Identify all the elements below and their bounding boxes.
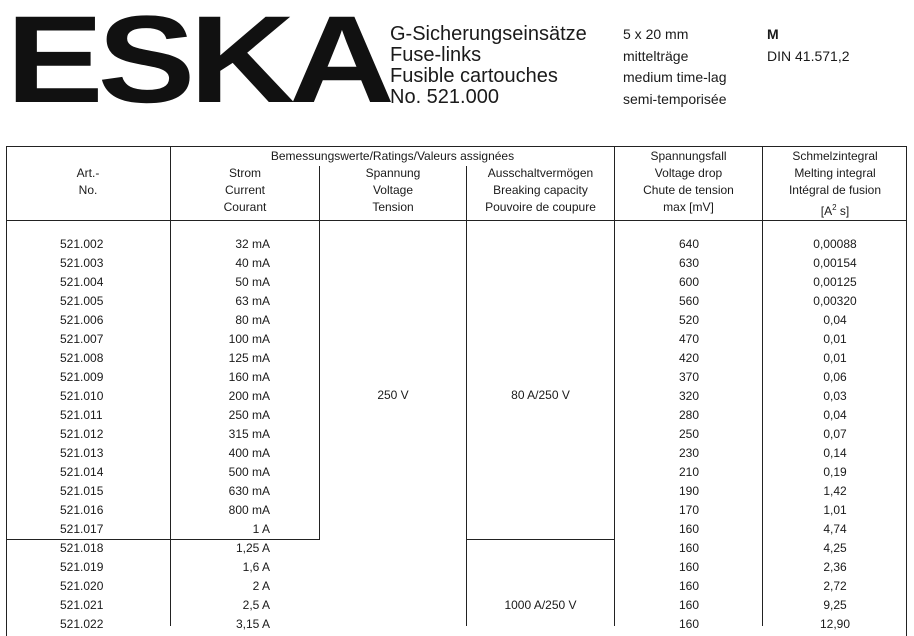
voltage-drop-cell: 640 — [678, 237, 700, 251]
eska-logo: ESKA — [6, 0, 389, 129]
melting-integral-cell: 0,00088 — [813, 237, 857, 251]
art-number-cell: 521.003 — [60, 256, 104, 270]
melting-integral-cell: 2,72 — [823, 579, 847, 593]
voltage-drop-cell: 320 — [678, 389, 700, 403]
header-voltage: Spannung Voltage Tension — [365, 166, 421, 214]
title-line-number: No. 521.000 — [390, 86, 499, 108]
voltage-drop-cell: 420 — [678, 351, 700, 365]
rule-breaking-lower — [466, 539, 615, 540]
current-cell: 800 mA — [228, 503, 270, 517]
current-cell: 1,6 A — [242, 560, 270, 574]
melting-integral-cell: 1,01 — [823, 503, 847, 517]
group-header: Bemessungswerte/Ratings/Valeurs assignées — [270, 149, 515, 163]
header-current: Strom Current Courant — [223, 166, 267, 214]
header-rule — [6, 220, 907, 221]
spec-german: mittelträge — [623, 47, 689, 64]
title-line-german: G-Sicherungseinsätze — [390, 23, 587, 45]
art-number-cell: 521.019 — [60, 560, 104, 574]
melting-integral-cell: 0,01 — [823, 332, 847, 346]
current-cell: 500 mA — [228, 465, 270, 479]
art-number-cell: 521.008 — [60, 351, 104, 365]
spec-size: 5 x 20 mm — [623, 26, 689, 42]
current-cell: 2,5 A — [242, 598, 270, 612]
melting-integral-cell: 0,14 — [823, 446, 847, 460]
art-number-cell: 521.007 — [60, 332, 104, 346]
current-cell: 63 mA — [235, 294, 270, 308]
current-cell: 250 mA — [228, 408, 270, 422]
melting-integral-cell: 9,25 — [823, 598, 847, 612]
voltage-value: 250 V — [377, 388, 409, 402]
voltage-drop-cell: 160 — [678, 522, 700, 536]
art-number-cell: 521.012 — [60, 427, 104, 441]
voltage-drop-cell: 190 — [678, 484, 700, 498]
current-cell: 200 mA — [228, 389, 270, 403]
melting-integral-cell: 2,36 — [823, 560, 847, 574]
art-number-cell: 521.016 — [60, 503, 104, 517]
current-cell: 400 mA — [228, 446, 270, 460]
art-number-cell: 521.020 — [60, 579, 104, 593]
voltage-drop-cell: 160 — [678, 541, 700, 555]
voltage-drop-cell: 230 — [678, 446, 700, 460]
header-breaking: Ausschaltvermögen Breaking capacity Pouvoire de coupure — [485, 166, 596, 214]
voltage-drop-cell: 160 — [678, 579, 700, 593]
art-number-cell: 521.011 — [60, 408, 103, 422]
product-title — [390, 24, 587, 108]
voltage-drop-cell: 370 — [678, 370, 700, 384]
title-line-french: Fusible cartouches — [390, 65, 558, 87]
voltage-drop-cell: 170 — [678, 503, 700, 517]
melting-integral-cell: 0,00320 — [813, 294, 857, 308]
art-number-cell: 521.022 — [60, 617, 104, 631]
art-number-cell: 521.015 — [60, 484, 104, 498]
current-cell: 1 A — [252, 522, 270, 536]
current-cell: 3,15 A — [235, 617, 270, 631]
din-standard: DIN 41.571,2 — [767, 47, 850, 64]
standard-info — [767, 24, 850, 67]
art-number-cell: 521.002 — [60, 237, 104, 251]
melting-integral-cell: 0,03 — [823, 389, 847, 403]
header-art: Art.- No. — [76, 166, 100, 197]
voltage-drop-cell: 280 — [678, 408, 700, 422]
current-cell: 160 mA — [228, 370, 270, 384]
melting-unit: [$A^2$ s] — [820, 203, 850, 218]
current-cell: 40 mA — [235, 256, 270, 270]
art-number-cell: 521.013 — [60, 446, 104, 460]
voltage-drop-cell: 560 — [678, 294, 700, 308]
title-line-english: Fuse-links — [390, 44, 482, 66]
art-number-cell: 521.018 — [60, 541, 104, 555]
voltage-drop-cell: 630 — [678, 256, 700, 270]
melting-integral-cell: 0,04 — [823, 408, 847, 422]
voltage-drop-cell: 160 — [678, 617, 700, 631]
current-cell: 50 mA — [235, 275, 270, 289]
breaking-value-low: 80 A/250 V — [511, 388, 570, 402]
spec-french: semi-temporisée — [623, 90, 727, 107]
current-cell: 315 mA — [228, 427, 270, 441]
class-letter: M — [767, 26, 779, 42]
art-number-cell: 521.014 — [60, 465, 104, 479]
melting-integral-cell: 0,19 — [823, 465, 847, 479]
art-number-cell: 521.004 — [60, 275, 104, 289]
col-divider-current-upper — [319, 166, 320, 540]
header-melting: Schmelzintegral Melting integral Intégral de fusion [$A^2$ s] — [763, 148, 907, 216]
melting-integral-cell: 4,74 — [823, 522, 847, 536]
melting-integral-cell: 4,25 — [823, 541, 847, 555]
melting-integral-cell: 12,90 — [819, 617, 851, 631]
current-cell: 1,25 A — [235, 541, 270, 555]
art-number-cell: 521.009 — [60, 370, 104, 384]
product-spec — [623, 24, 726, 110]
rule-art-current-lower — [6, 539, 319, 540]
melting-integral-cell: 0,06 — [823, 370, 847, 384]
art-number-cell: 521.017 — [60, 522, 104, 536]
melting-integral-cell: 0,00125 — [813, 275, 857, 289]
current-cell: 80 mA — [235, 313, 270, 327]
art-number-cell: 521.021 — [60, 598, 104, 612]
voltage-drop-cell: 160 — [678, 598, 700, 612]
voltage-drop-cell: 470 — [678, 332, 700, 346]
breaking-value-high: 1000 A/250 V — [504, 598, 577, 612]
current-cell: 32 mA — [235, 237, 270, 251]
art-number-cell: 521.010 — [60, 389, 104, 403]
voltage-drop-cell: 600 — [678, 275, 700, 289]
voltage-drop-cell: 520 — [678, 313, 700, 327]
art-number-cell: 521.006 — [60, 313, 104, 327]
spec-english: medium time-lag — [623, 69, 727, 85]
voltage-drop-cell: 250 — [678, 427, 700, 441]
col-divider-art — [170, 147, 171, 626]
melting-integral-cell: 0,07 — [823, 427, 847, 441]
melting-integral-cell: 0,01 — [823, 351, 847, 365]
melting-integral-cell: 0,00154 — [813, 256, 857, 270]
voltage-drop-cell: 210 — [678, 465, 700, 479]
melting-integral-cell: 0,04 — [823, 313, 847, 327]
melting-integral-cell: 1,42 — [823, 484, 847, 498]
art-number-cell: 521.005 — [60, 294, 104, 308]
current-cell: 100 mA — [228, 332, 270, 346]
current-cell: 125 mA — [228, 351, 270, 365]
current-cell: 630 mA — [228, 484, 270, 498]
header-drop: Spannungsfall Voltage drop Chute de tension max [mV] — [643, 149, 734, 214]
current-cell: 2 A — [252, 579, 270, 593]
voltage-drop-cell: 160 — [678, 560, 700, 574]
